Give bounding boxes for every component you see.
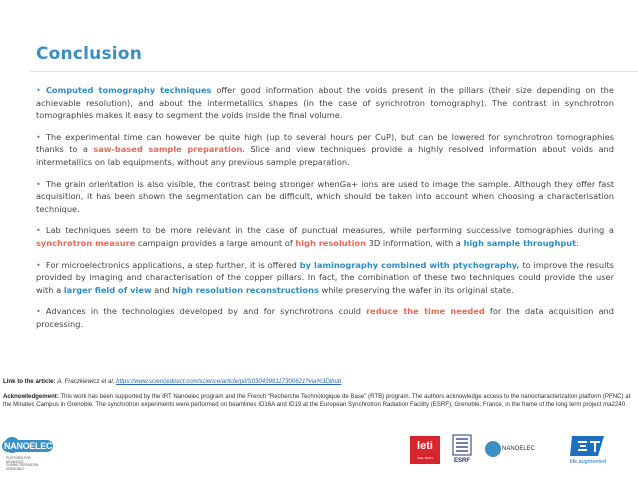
bullet-text: Lab techniques seem to be more relevant in the case of punctual measures, while performing successive tomographies during a	[45, 225, 614, 236]
footer	[3, 378, 631, 410]
bullet-marker-icon: •	[36, 259, 41, 270]
esrf-emblem-icon	[447, 434, 477, 458]
bullet-text: to improve the results provided by imaging and characterisation of the copper pillars. In fact, the combination of these two techniques could provide the user with a	[36, 259, 614, 295]
highlighted-phrase: Computed tomography techniques	[45, 85, 212, 95]
bullet-text: The grain orientation is also visible, the contrast being stronger whenGa+ ions are used to image the sample. Although they offer fast acquisition, it has been shown the segmentation can be difficult, which should be taken into account when choosing a characterisation technique.	[36, 178, 614, 214]
bullet-marker-icon: •	[36, 85, 41, 95]
esrf-logo-text: ESRF	[453, 458, 470, 464]
bullet-text: The experimental time can however be quite high (up to several hours per CuP), but can be lowered for synchrotron tomographies thanks to a	[36, 131, 614, 155]
highlighted-phrase: saw-based sample preparation	[93, 144, 243, 155]
acknowledgement	[3, 393, 631, 409]
st-logo-icon	[568, 434, 608, 458]
bullet-text: for the data acquisition and processing.	[36, 306, 614, 329]
highlighted-phrase: reduce the time needed	[366, 306, 485, 317]
bullet-text: Advances in the technologies developed by and for synchrotrons could	[45, 306, 367, 317]
article-link[interactable]: https://www.sciencedirect.com/science/article/pii/S0304399117300621?via%3Dihub	[116, 378, 342, 385]
bullet-marker-icon: •	[36, 131, 41, 142]
bullet-marker-icon: •	[36, 225, 41, 236]
bullet-text: . Slice and view techniques provide a highly resolved information about voids and intermetallics on lab equipments, without any previous sample preparation.	[36, 144, 615, 167]
bullet-marker-icon: •	[36, 306, 41, 317]
highlighted-phrase: high resolution reconstructions	[172, 284, 319, 295]
bullet-text: 3D information, with a	[365, 237, 464, 248]
highlighted-phrase: high sample throughput	[463, 237, 577, 248]
conclusion-bullet	[36, 305, 614, 330]
highlighted-phrase: by laminography combined with ptychography,	[299, 259, 520, 270]
nanoelec-wordmark-text: NANOELEC	[4, 441, 53, 451]
leti-subtitle: CEA-TECH	[417, 456, 433, 460]
nanoelec-small-logo-text: NANOELEC	[502, 446, 536, 452]
title-divider	[30, 71, 638, 72]
bullet-text: and	[151, 284, 173, 295]
ack-text: This work has been supported by the IRT Nanoelec program and the French “Recherche Technologique de Base” (RTB) program. The authors acknowledge access to the nanocharacterization platform (PFNC) at the Minatec Campus in Grenoble. The synchrotron experiments were performed on beamlines ID16A and ID19 at the European Synchrotron Radiation Facility (ESRF), Grenoble, France, in the frame of the long term project ma2240.	[3, 393, 631, 409]
leti-logo: leti	[410, 436, 440, 464]
article-link-line	[3, 378, 631, 386]
st-tagline: life.augmented	[570, 459, 607, 465]
ack-label: Acknowledgement:	[3, 393, 59, 401]
conclusion-bullet	[36, 178, 614, 216]
link-label: Link to the article:	[3, 378, 56, 385]
bullet-text: offer good information about the voids present in the pillars (their size depending on the achievable resolution), and about the intermetallics shapes (in the case of synchrotron tomography). The contrast in synchrotron tomographies makes it easy to segment the voids inside the final volume.	[36, 85, 614, 121]
conclusion-bullet	[36, 224, 614, 249]
highlighted-phrase: high resolution	[295, 237, 366, 248]
bullet-text: .	[576, 237, 579, 248]
slide-title: Conclusion	[36, 44, 142, 64]
highlighted-phrase: larger field of view	[63, 284, 152, 295]
conclusion-bullet	[36, 131, 614, 169]
nanoelec-small-emblem-icon	[484, 440, 502, 458]
conclusion-bullet	[36, 84, 614, 122]
bullet-text: For microelectronics applications, a step further, it is offered	[45, 259, 300, 270]
article-authors: A. Fraczkiewicz et al.	[57, 378, 115, 385]
highlighted-phrase: synchrotron measure	[36, 237, 136, 248]
nanoelec-wordmark	[2, 441, 53, 451]
conclusion-bullet	[36, 259, 614, 297]
bullet-text: campaign provides a large amount of	[135, 237, 296, 248]
bullet-marker-icon: •	[36, 178, 41, 189]
nanoelec-caption: PLATFORM FOR ADVANCED CHARACTERISATION GRENOBLE	[6, 456, 39, 471]
bullet-text: while preserving the wafer in its original state.	[318, 284, 514, 295]
conclusion-body	[36, 84, 614, 340]
